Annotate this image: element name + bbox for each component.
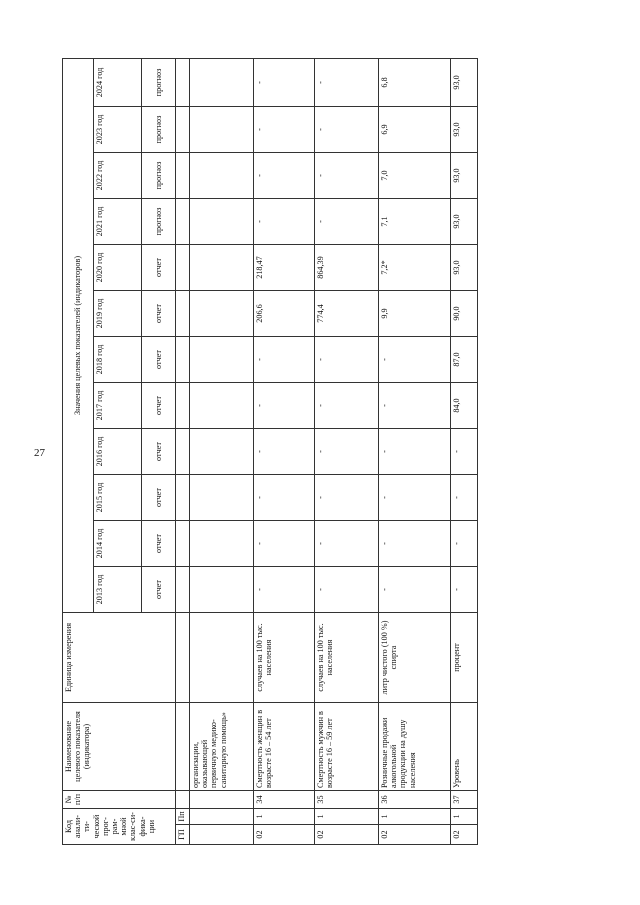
row-pp: 1 bbox=[451, 809, 478, 825]
value-cell: - bbox=[379, 475, 451, 521]
row-name: Смертность женщин в возрасте 16 – 54 лет bbox=[254, 703, 315, 791]
table-row bbox=[379, 58, 451, 844]
value-cell: - bbox=[315, 429, 379, 475]
row-num: 35 bbox=[315, 791, 379, 809]
status-2013: отчет bbox=[142, 567, 176, 613]
value-cell: - bbox=[254, 337, 315, 383]
header-row-titles bbox=[63, 58, 94, 844]
year-2024: 2024 год bbox=[94, 58, 142, 106]
status-2019: отчет bbox=[142, 291, 176, 337]
row-pp: 1 bbox=[254, 809, 315, 825]
value-cell: - bbox=[315, 567, 379, 613]
year-2018: 2018 год bbox=[94, 337, 142, 383]
value-cell: - bbox=[254, 567, 315, 613]
row-unit: литр чистого (100 %) спирта bbox=[379, 613, 451, 703]
status-2015: отчет bbox=[142, 475, 176, 521]
value-cell: - bbox=[379, 383, 451, 429]
header-num: № п/п bbox=[63, 791, 176, 809]
value-cell: - bbox=[379, 521, 451, 567]
value-cell: 93,0 bbox=[451, 107, 478, 153]
value-cell: - bbox=[254, 475, 315, 521]
header-code: Код анали-ти-ческой прог-рам-мной клас-си-фика-ции bbox=[63, 809, 176, 845]
value-cell: 774,4 bbox=[315, 291, 379, 337]
value-cell: 6,9 bbox=[379, 107, 451, 153]
year-2019: 2019 год bbox=[94, 291, 142, 337]
value-cell: - bbox=[254, 429, 315, 475]
rotated-table-wrapper bbox=[62, 65, 477, 845]
table-row bbox=[315, 58, 379, 844]
value-cell: - bbox=[451, 429, 478, 475]
status-2016: отчет bbox=[142, 429, 176, 475]
row-pp: 1 bbox=[315, 809, 379, 825]
value-cell: - bbox=[254, 107, 315, 153]
header-row-code-sub bbox=[176, 58, 190, 844]
value-cell: - bbox=[315, 199, 379, 245]
year-2021: 2021 год bbox=[94, 199, 142, 245]
year-2016: 2016 год bbox=[94, 429, 142, 475]
value-cell: 87,0 bbox=[451, 337, 478, 383]
year-2022: 2022 год bbox=[94, 153, 142, 199]
row-unit: случаев на 100 тыс. населения bbox=[254, 613, 315, 703]
value-cell: - bbox=[451, 567, 478, 613]
value-cell: - bbox=[254, 153, 315, 199]
value-cell: - bbox=[254, 58, 315, 106]
header-values: Значения целевых показателей (индикаторов) bbox=[63, 58, 94, 612]
value-cell: - bbox=[254, 199, 315, 245]
row-num: 37 bbox=[451, 791, 478, 809]
value-cell: 864,39 bbox=[315, 245, 379, 291]
value-cell: - bbox=[315, 521, 379, 567]
value-cell: - bbox=[254, 383, 315, 429]
value-cell: - bbox=[379, 429, 451, 475]
value-cell: 7,1 bbox=[379, 199, 451, 245]
row-num: 36 bbox=[379, 791, 451, 809]
row-gp: 02 bbox=[315, 825, 379, 845]
value-cell: - bbox=[451, 475, 478, 521]
header-pp: Пп bbox=[176, 809, 190, 825]
row-unit: случаев на 100 тыс. населения bbox=[315, 613, 379, 703]
table-row bbox=[451, 58, 478, 844]
value-cell: 6,8 bbox=[379, 58, 451, 106]
status-2023: прогноз bbox=[142, 107, 176, 153]
value-cell: - bbox=[315, 383, 379, 429]
year-2013: 2013 год bbox=[94, 567, 142, 613]
value-cell: 7,0 bbox=[379, 153, 451, 199]
value-cell: - bbox=[315, 153, 379, 199]
indicator-table bbox=[62, 58, 478, 845]
status-2020: отчет bbox=[142, 245, 176, 291]
table-row bbox=[254, 58, 315, 844]
value-cell: 84,0 bbox=[451, 383, 478, 429]
value-cell: 90,0 bbox=[451, 291, 478, 337]
status-2022: прогноз bbox=[142, 153, 176, 199]
year-2020: 2020 год bbox=[94, 245, 142, 291]
header-unit: Единица измерения bbox=[63, 613, 176, 703]
row-name: Уровень bbox=[451, 703, 478, 791]
row-name: Смертность мужчин в возрасте 16 – 59 лет bbox=[315, 703, 379, 791]
row-name: Розничные продажи алкогольной продукции на душу населения bbox=[379, 703, 451, 791]
value-cell: 93,0 bbox=[451, 245, 478, 291]
value-cell: - bbox=[379, 567, 451, 613]
status-2018: отчет bbox=[142, 337, 176, 383]
value-cell: - bbox=[315, 58, 379, 106]
value-cell: 206,6 bbox=[254, 291, 315, 337]
row-gp: 02 bbox=[451, 825, 478, 845]
year-2023: 2023 год bbox=[94, 107, 142, 153]
value-cell: 93,0 bbox=[451, 58, 478, 106]
status-2017: отчет bbox=[142, 383, 176, 429]
row-gp: 02 bbox=[379, 825, 451, 845]
continuation-name: организации, оказывающей первичную медико-санитарную помощь» bbox=[190, 703, 254, 791]
value-cell: - bbox=[451, 521, 478, 567]
value-cell: - bbox=[379, 337, 451, 383]
value-cell: - bbox=[315, 337, 379, 383]
value-cell: - bbox=[315, 107, 379, 153]
value-cell: 7,2* bbox=[379, 245, 451, 291]
row-pp: 1 bbox=[379, 809, 451, 825]
status-2024: прогноз bbox=[142, 58, 176, 106]
page-number: 27 bbox=[34, 447, 45, 459]
year-2015: 2015 год bbox=[94, 475, 142, 521]
value-cell: - bbox=[254, 521, 315, 567]
value-cell: 93,0 bbox=[451, 153, 478, 199]
status-2021: прогноз bbox=[142, 199, 176, 245]
value-cell: - bbox=[315, 475, 379, 521]
value-cell: 9,9 bbox=[379, 291, 451, 337]
value-cell: 93,0 bbox=[451, 199, 478, 245]
status-2014: отчет bbox=[142, 521, 176, 567]
row-num: 34 bbox=[254, 791, 315, 809]
year-2014: 2014 год bbox=[94, 521, 142, 567]
header-gp: ГП bbox=[176, 825, 190, 845]
table-row-continuation bbox=[190, 58, 254, 844]
header-name: Наименование целевого показателя (индикатора) bbox=[63, 703, 176, 791]
value-cell: 218,47 bbox=[254, 245, 315, 291]
year-2017: 2017 год bbox=[94, 383, 142, 429]
row-unit: процент bbox=[451, 613, 478, 703]
row-gp: 02 bbox=[254, 825, 315, 845]
